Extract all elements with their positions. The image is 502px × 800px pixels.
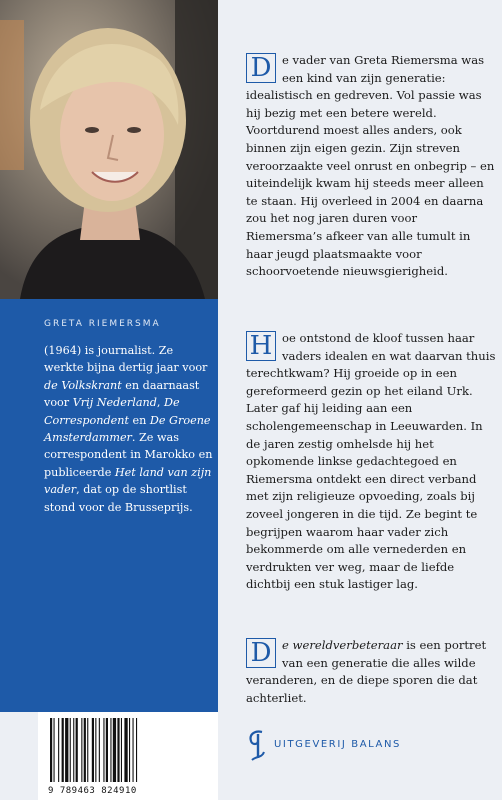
bio-italic-title: Vrij Nederland	[72, 396, 157, 410]
barcode-bar	[65, 718, 68, 782]
barcode-bar	[117, 718, 119, 782]
bio-text-segment: . Ze was correspondent in Marokko en publiceerde	[44, 431, 213, 479]
barcode-bar	[113, 718, 116, 782]
barcode-bar	[92, 718, 94, 782]
bio-text-segment: en daarnaast voor	[44, 378, 200, 410]
author-name: GRETA RIEMERSMA	[44, 319, 161, 329]
bio-italic-title: De Correspondent	[44, 396, 180, 427]
paragraph-text: is een portret van een generatie die alles wilde veranderen, en de diepe sporen die dat achterliet.	[246, 638, 487, 705]
bio-text-segment: , dat op de shortlist stond voor de Brusseprijs.	[44, 483, 193, 514]
barcode-bar	[58, 718, 59, 782]
barcode-bar	[129, 718, 130, 782]
drop-cap: H	[246, 331, 276, 361]
barcode-bar	[50, 718, 52, 782]
bio-italic-title: De Groene Amsterdammer	[44, 413, 211, 445]
barcode-bar	[81, 718, 82, 782]
back-cover-left-column	[0, 0, 218, 800]
barcode-bar	[73, 718, 74, 782]
barcode-bar	[70, 718, 71, 782]
bio-italic-title: de Volkskrant	[44, 378, 122, 392]
barcode-bar	[62, 718, 64, 782]
publisher-imprint	[246, 726, 496, 766]
barcode-bar	[84, 718, 86, 782]
barcode-bar	[136, 718, 137, 782]
barcode-bar	[124, 718, 127, 782]
barcode-bars	[48, 718, 208, 784]
barcode-bar	[99, 718, 100, 782]
bio-italic-title: Het land van zijn vader	[44, 465, 212, 497]
blurb-paragraph-3	[246, 637, 496, 707]
barcode-bar	[54, 718, 55, 782]
barcode-bar	[76, 718, 78, 782]
blurb-paragraph-1	[246, 52, 496, 281]
bio-text-segment: (1964) is journalist. Ze werkte bijna dertig jaar voor	[44, 344, 208, 375]
publisher-name: UITGEVERIJ BALANS	[274, 739, 401, 750]
barcode-bar	[121, 718, 122, 782]
back-cover-text-column	[218, 0, 502, 800]
bio-text-segment: ,	[156, 396, 165, 410]
author-bio-text	[44, 342, 214, 516]
barcode-bar	[133, 718, 134, 782]
paragraph-text: e vader van Greta Riemersma was een kind van zijn generatie: idealistisch en gedreven. Vol passie was hij bezig met een betere wereld. Voortdurend moest alles anders, ook binnen zijn eigen gezin. Zijn streven veroorzaakte veel onrust en onbegrip – en uiteindelijk kwam hij steeds meer alleen te staan. Hij overleed in 2004 en daarna zou het nog jaren duren voor Riemersma’s afkeer van alle tumult in haar jeugd plaatsmaakte voor schoorvoetende nieuwsgierigheid.	[246, 53, 495, 279]
balans-logo-icon	[246, 728, 268, 762]
book-title: e wereldverbeteraar	[282, 638, 403, 652]
drop-cap: D	[246, 53, 276, 83]
author-bio-panel	[0, 299, 218, 712]
isbn-number: 9 789463 824910	[48, 786, 137, 796]
barcode-bar	[103, 718, 104, 782]
barcode-bar	[87, 718, 88, 782]
barcode-bar	[110, 718, 111, 782]
bio-text-segment: en	[128, 413, 150, 427]
drop-cap: D	[246, 638, 276, 668]
barcode	[38, 712, 218, 800]
blurb-paragraph-2	[246, 330, 496, 594]
barcode-bar	[106, 718, 108, 782]
author-photo	[0, 0, 218, 299]
barcode-bar	[95, 718, 96, 782]
paragraph-text: oe ontstond de kloof tussen haar vaders idealen en wat daarvan thuis terechtkwam? Hij groeide op in een gereformeerd gezin op het eiland Urk. Later gaf hij leiding aan een scholengemeenschap in Leeuwarden. In de jaren zestig omhelsde hij het opkomende linkse gedachtegoed en Riemersma ontdekt een direct verband met zijn religieuze opvoeding, zoals bij zoveel jongeren in die tijd. Ze begint te begrijpen waarom haar vader zich bekommerde om alle vernederden en verdrukten ver weg, maar de liefde dichtbij een stuk lastiger lag.	[246, 331, 496, 592]
